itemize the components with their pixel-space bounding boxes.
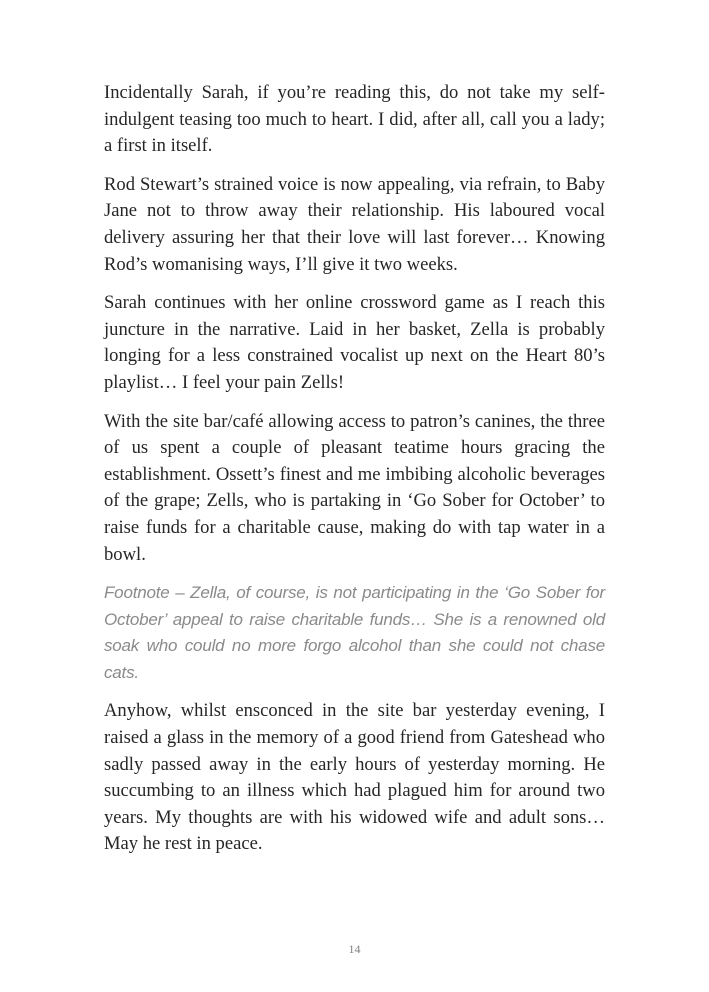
paragraph-crossword: Sarah continues with her online crossword game as I reach this juncture in the narrative. Laid in her basket, Zella is probably longing for a less constrained vocalist up next on the Heart 80’s playlist… I feel your pain Zells! bbox=[104, 292, 605, 393]
footnote: Footnote – Zella, of course, is not participating in the ‘Go Sober for October’ appeal to raise charitable funds… She is a renowned old soak who could no more forgo alcohol than she could not chase cats. bbox=[104, 583, 605, 682]
paragraph-rod-stewart: Rod Stewart’s strained voice is now appealing, via refrain, to Baby Jane not to throw away their relationship. His laboured vocal delivery assuring her that their love will last forever… Knowing Rod’s womanising ways, I’ll give it two weeks. bbox=[104, 173, 605, 275]
paragraph-site-bar: With the site bar/café allowing access to patron’s canines, the three of us spent a couple of pleasant teatime hours gracing the establishment. Ossett’s finest and me imbibing alcoholic beverages of the grape; Zells, who is partaking in ‘Go Sober for October’ to raise funds for a charitable cause, making do with tap water in a bowl. bbox=[104, 410, 605, 565]
paragraph-memorial: Anyhow, whilst ensconced in the site bar yesterday evening, I raised a glass in the memory of a good friend from Gateshead who sadly passed away in the early hours of yesterday morning. He succumbing to an illness which had plagued him for around two years. My thoughts are with his widowed wife and adult sons… May he rest in peace. bbox=[104, 700, 605, 855]
paragraph-sarah-apology: Incidentally Sarah, if you’re reading this, do not take my self-indulgent teasing too much to heart. I did, after all, call you a lady; a first in itself. bbox=[104, 82, 605, 157]
page-body bbox=[104, 80, 605, 870]
page-number: 14 bbox=[348, 942, 361, 956]
